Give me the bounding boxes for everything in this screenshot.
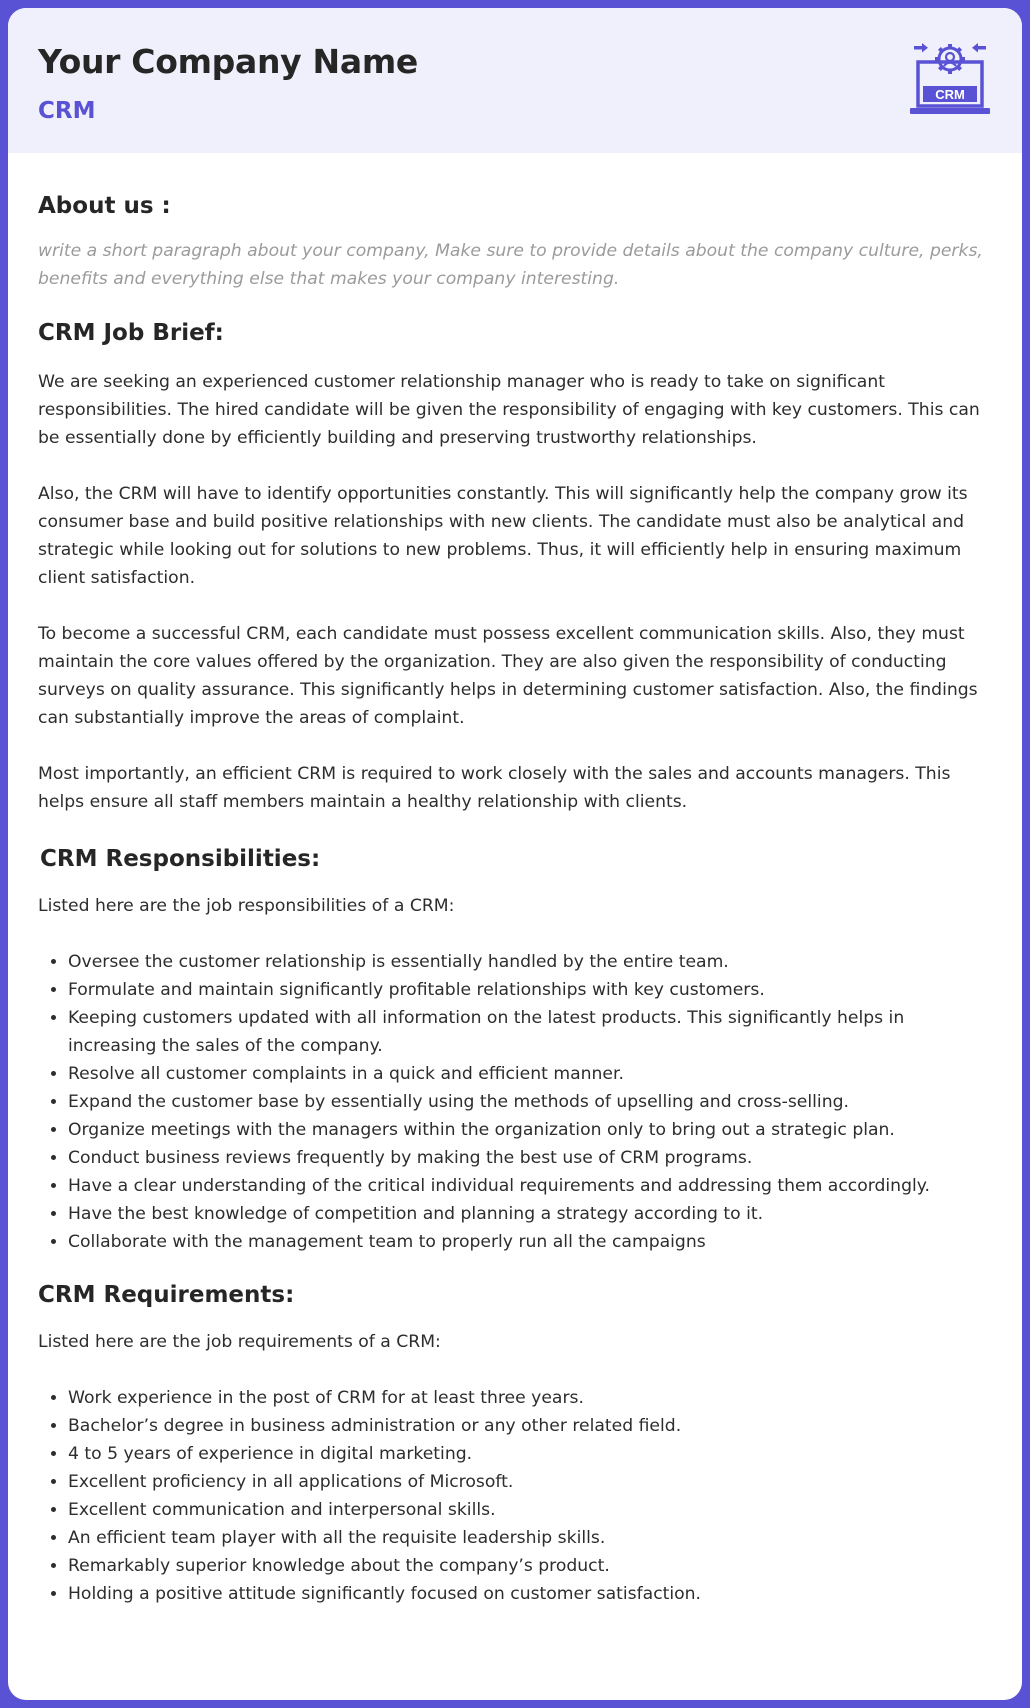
list-item: • Conduct business reviews frequently by making the best use of CRM programs. [68,1144,992,1172]
list-item: • Have a clear understanding of the critical individual requirements and addressing them accordingly. [68,1172,992,1200]
brief-paragraph: Also, the CRM will have to identify opportunities constantly. This will significantly help the company grow its consumer base and build positive relationships with new clients. The candidate must also be analytical and strategic while looking out for solutions to new problems. Thus, it will efficiently help in ensuring maximum client satisfaction. [38,484,968,588]
requirements-list [38,1384,992,1608]
logo-text-overlay [910,40,990,120]
list-item: • Formulate and maintain significantly profitable relationships with key customers. [68,976,992,1004]
responsibilities-title: CRM Responsibilities: [40,846,321,872]
brief-paragraph: To become a successful CRM, each candidate must possess excellent communication skills. Also, they must maintain the core values offered by the organization. They are also given the responsibility of conducting surveys on quality assurance. This significantly helps in determining customer satisfaction. Also, the findings can substantially improve the areas of complaint. [38,624,978,728]
brief-paragraph: We are seeking an experienced customer relationship manager who is ready to take on significant responsibilities. The hired candidate will be given the responsibility of engaging with key customers. This can be essentially done by efficiently building and preserving trustworthy relationships. [38,372,980,448]
list-item: • Have the best knowledge of competition and planning a strategy according to it. [68,1200,992,1228]
list-item: • Excellent proficiency in all applications of Microsoft. [68,1468,992,1496]
list-item: • Collaborate with the management team to properly run all the campaigns [68,1228,992,1256]
logo-text: CRM [935,87,965,102]
company-name: Your Company Name [38,42,419,81]
list-item: • Expand the customer base by essentially using the methods of upselling and cross-selling. [68,1088,992,1116]
responsibilities-list [38,948,992,1256]
brief-title: CRM Job Brief: [38,320,224,346]
list-item: • An efficient team player with all the requisite leadership skills. [68,1524,992,1552]
requirements-intro: Listed here are the job requirements of a CRM: [38,1332,441,1352]
list-item: • Oversee the customer relationship is essentially handled by the entire team. [68,948,992,976]
list-item: • Work experience in the post of CRM for at least three years. [68,1384,992,1412]
list-item: • Organize meetings with the managers within the organization only to bring out a strategic plan. [68,1116,992,1144]
about-title: About us : [38,193,171,219]
responsibilities-intro: Listed here are the job responsibilities of a CRM: [38,896,455,916]
about-body: write a short paragraph about your company, Make sure to provide details about the company culture, perks, benefits and everything else that makes your company interesting. [38,241,983,289]
requirements-title: CRM Requirements: [38,1282,295,1308]
content [8,153,1022,1608]
list-item: • Holding a positive attitude significantly focused on customer satisfaction. [68,1580,992,1608]
list-item: • Bachelor’s degree in business administration or any other related field. [68,1412,992,1440]
list-item: • Remarkably superior knowledge about the company’s product. [68,1552,992,1580]
list-item: • Resolve all customer complaints in a quick and efficient manner. [68,1060,992,1088]
job-description-card [8,8,1022,1700]
job-code: CRM [38,98,96,124]
header [8,8,1022,153]
brief-paragraph: Most importantly, an efficient CRM is required to work closely with the sales and accounts managers. This helps ensure all staff members maintain a healthy relationship with clients. [38,764,951,812]
list-item: • 4 to 5 years of experience in digital marketing. [68,1440,992,1468]
list-item: • Keeping customers updated with all information on the latest products. This significantly helps in increasing the sales of the company. [68,1004,992,1060]
list-item: • Excellent communication and interpersonal skills. [68,1496,992,1524]
